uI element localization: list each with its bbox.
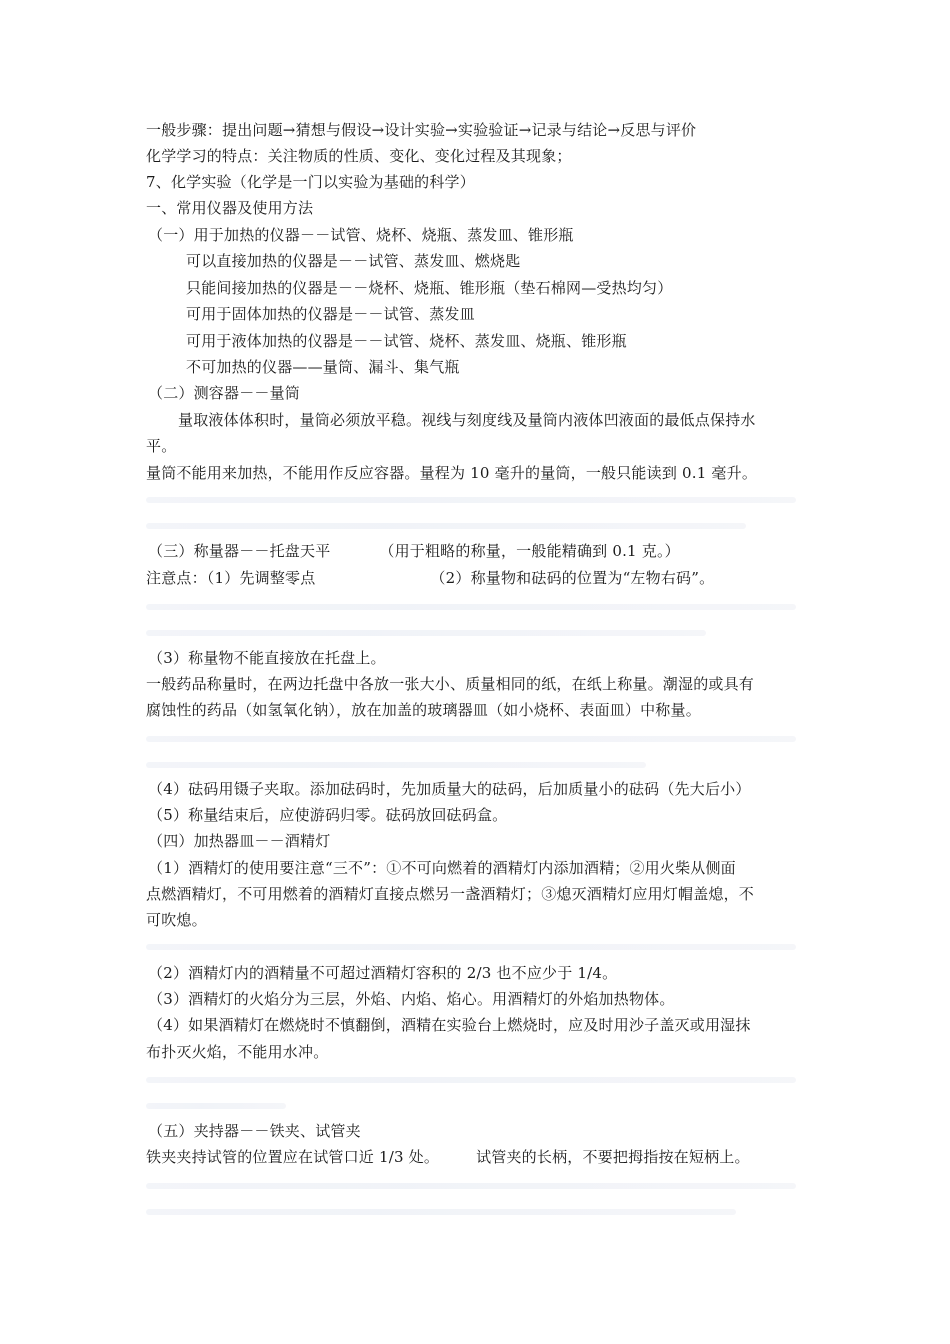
faded-text-band bbox=[146, 1077, 796, 1083]
clamp-usage-line bbox=[146, 1144, 816, 1170]
cylinder-note-line: 量筒不能用来加热，不能用作反应容器。量程为 10 毫升的量筒，一般只能读到 0.1 毫升。 bbox=[146, 464, 758, 482]
attention-line bbox=[146, 565, 816, 591]
three-nots-line-end: 可吹熄。 bbox=[146, 911, 207, 929]
balance-heading-line bbox=[148, 538, 818, 564]
faded-text-band bbox=[146, 762, 646, 768]
three-nots-line: （1）酒精灯的使用要注意“三不”：①不可向燃着的酒精灯内添加酒精；②用火柴从侧面 bbox=[148, 859, 736, 877]
direct-heating-line: 可以直接加热的仪器是－－试管、蒸发皿、燃烧匙 bbox=[186, 252, 521, 270]
steps-line: 一般步骤：提出问题→猜想与假设→设计实验→实验验证→记录与结论→反思与评价 bbox=[146, 121, 697, 139]
faded-text-band bbox=[146, 944, 796, 950]
weighing-paper-line: 一般药品称量时，在两边托盘中各放一张大小、质量相同的纸，在纸上称量。潮湿的或具有 bbox=[146, 675, 755, 693]
cylinder-reading-line: 量取液体体积时，量筒必须放平稳。视线与刻度线及量筒内液体凹液面的最低点保持水 bbox=[178, 411, 756, 429]
indirect-heating-line: 只能间接加热的仪器是－－烧杯、烧瓶、锥形瓶（垫石棉网—受热均匀） bbox=[186, 279, 673, 297]
weights-tweezers-line: （4）砝码用镊子夹取。添加砝码时，先加质量大的砝码，后加质量小的砝码（先大后小） bbox=[148, 780, 751, 798]
alcohol-amount-line: （2）酒精灯内的酒精量不可超过酒精灯容积的 2/3 也不应少于 1/4。 bbox=[148, 964, 618, 982]
spill-fire-line-cont: 布扑灭火焰，不能用水冲。 bbox=[146, 1043, 329, 1061]
liquid-heating-line: 可用于液体加热的仪器是－－试管、烧杯、蒸发皿、烧瓶、锥形瓶 bbox=[186, 332, 627, 350]
three-nots-line-cont: 点燃酒精灯，不可用燃着的酒精灯直接点燃另一盏酒精灯；③熄灭酒精灯应用灯帽盖熄，不 bbox=[146, 885, 755, 903]
alcohol-lamp-heading: （四）加热器皿－－酒精灯 bbox=[148, 832, 331, 850]
measuring-vessel-heading: （二）测容器－－量筒 bbox=[148, 384, 301, 402]
faded-text-band bbox=[146, 1183, 796, 1189]
clamps-heading: （五）夹持器－－铁夹、试管夹 bbox=[148, 1122, 361, 1140]
part-1-heading: 一、常用仪器及使用方法 bbox=[146, 199, 314, 217]
faded-text-band bbox=[146, 523, 746, 529]
spill-fire-line: （4）如果酒精灯在燃烧时不慎翻倒，酒精在实验台上燃烧时，应及时用沙子盖灭或用湿抹 bbox=[148, 1016, 751, 1034]
faded-text-band bbox=[146, 1209, 736, 1215]
test-tube-holder-note: 试管夹的长柄，不要把拇指按在短柄上。 bbox=[476, 1148, 750, 1166]
iron-clamp-note: 铁夹夹持试管的位置应在试管口近 1/3 处。 bbox=[146, 1148, 440, 1166]
cylinder-reading-line-cont: 平。 bbox=[146, 437, 177, 455]
faded-text-band bbox=[146, 1103, 286, 1109]
reset-rider-line: （5）称量结束后，应使游码归零。砝码放回砝码盒。 bbox=[148, 806, 508, 824]
balance-heading: （三）称量器－－托盘天平 bbox=[148, 542, 331, 560]
faded-text-band bbox=[146, 497, 796, 503]
faded-text-band bbox=[146, 630, 706, 636]
attention-point-1: 注意点：（1）先调整零点 bbox=[146, 569, 316, 587]
faded-text-band bbox=[146, 736, 796, 742]
section-7-heading: 7、化学实验（化学是一门以实验为基础的科学） bbox=[146, 173, 475, 191]
features-line: 化学学习的特点：关注物质的性质、变化、变化过程及其现象； bbox=[146, 147, 572, 165]
attention-point-2: （2）称量物和砝码的位置为“左物右码”。 bbox=[430, 569, 715, 587]
attention-point-3: （3）称量物不能直接放在托盘上。 bbox=[148, 649, 386, 667]
non-heatable-line: 不可加热的仪器——量筒、漏斗、集气瓶 bbox=[186, 358, 460, 376]
corrosive-weighing-line: 腐蚀性的药品（如氢氧化钠），放在加盖的玻璃器皿（如小烧杯、表面皿）中称量。 bbox=[146, 701, 701, 719]
heating-instruments-heading: （一）用于加热的仪器－－试管、烧杯、烧瓶、蒸发皿、锥形瓶 bbox=[148, 226, 574, 244]
flame-layers-line: （3）酒精灯的火焰分为三层，外焰、内焰、焰心。用酒精灯的外焰加热物体。 bbox=[148, 990, 675, 1008]
solid-heating-line: 可用于固体加热的仪器是－－试管、蒸发皿 bbox=[186, 305, 475, 323]
faded-text-band bbox=[146, 604, 796, 610]
balance-precision-note: （用于粗略的称量，一般能精确到 0.1 克。） bbox=[379, 542, 680, 560]
